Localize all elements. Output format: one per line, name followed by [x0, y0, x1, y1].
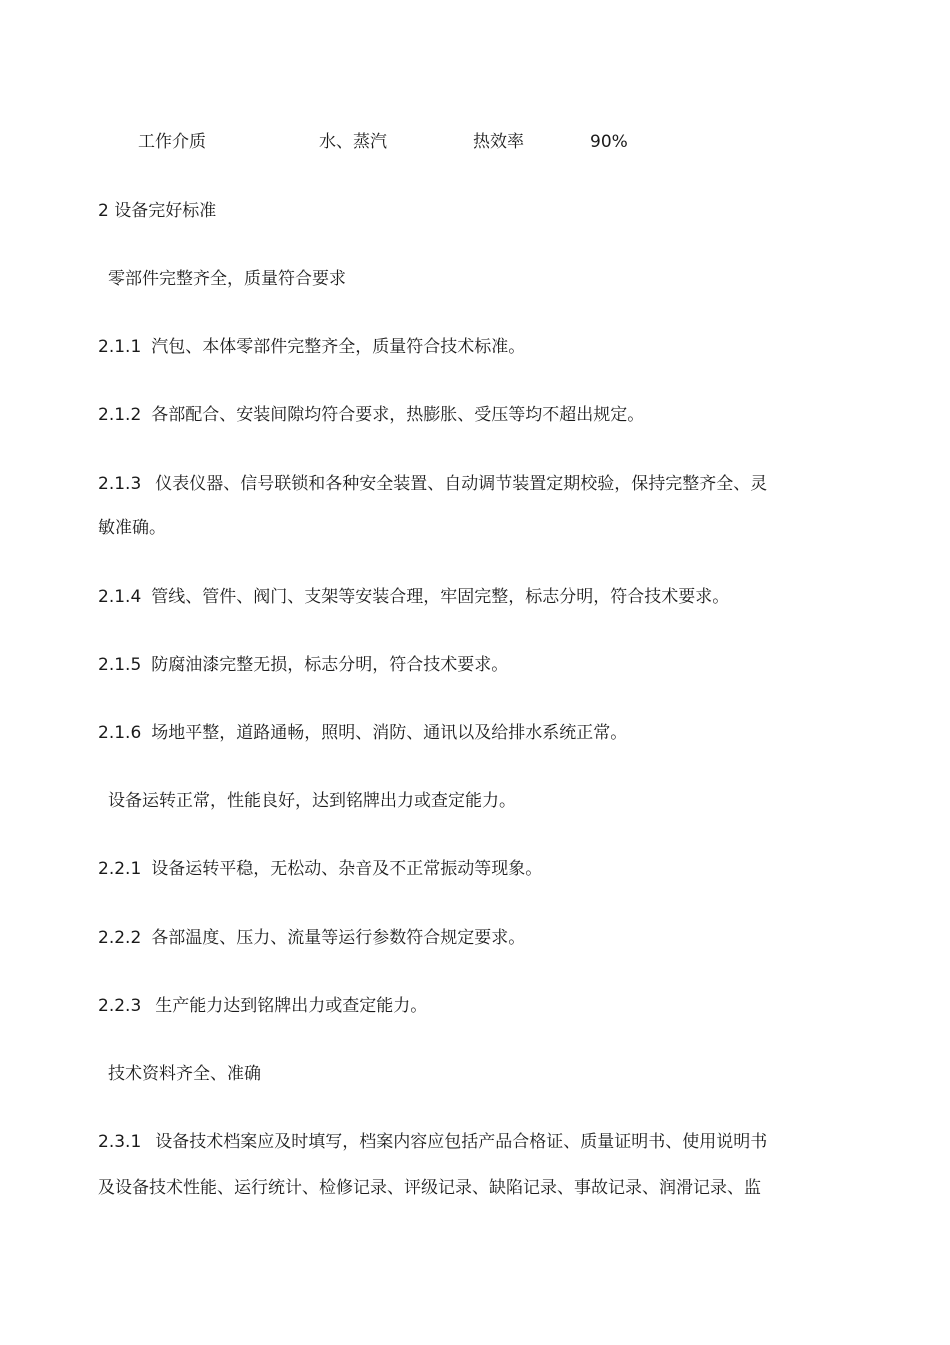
item-text: 设备技术档案应及时填写，档案内容应包括产品合格证、质量证明书、使用说明书 — [155, 1132, 768, 1152]
list-item — [98, 857, 542, 881]
item-number: 2.2.1 — [98, 859, 142, 879]
item-text: 各部温度、压力、流量等运行参数符合规定要求。 — [151, 928, 526, 948]
item-number: 2.1.4 — [98, 587, 142, 607]
list-item — [98, 335, 525, 359]
item-text: 仪表仪器、信号联锁和各种安全装置、自动调节装置定期校验，保持完整齐全、灵 — [155, 474, 768, 494]
list-item-continuation: 及设备技术性能、运行统计、检修记录、评级记录、缺陷记录、事故记录、润滑记录、监 — [98, 1178, 761, 1198]
item-number: 2.2.2 — [98, 928, 142, 948]
list-item — [98, 721, 627, 745]
item-text: 设备运转平稳，无松动、杂音及不正常振动等现象。 — [151, 859, 543, 879]
spec-label-medium: 工作介质 — [138, 132, 206, 152]
subsection-title-components: 零部件完整齐全，质量符合要求 — [108, 269, 346, 289]
item-number: 2.3.1 — [98, 1132, 142, 1152]
list-item — [98, 585, 729, 609]
item-text: 场地平整，道路通畅，照明、消防、通讯以及给排水系统正常。 — [151, 723, 628, 743]
list-item — [98, 653, 508, 677]
spec-label-efficiency: 热效率 — [473, 132, 524, 152]
list-item — [98, 994, 427, 1018]
subsection-title-documents: 技术资料齐全、准确 — [108, 1064, 261, 1084]
item-number: 2.1.3 — [98, 474, 142, 494]
list-item — [98, 403, 644, 427]
item-number: 2.1.6 — [98, 723, 142, 743]
list-item — [98, 926, 525, 950]
item-number: 2.1.2 — [98, 405, 142, 425]
list-item-continuation: 敏准确。 — [98, 518, 166, 538]
spec-value-efficiency: 90% — [590, 132, 628, 152]
item-text: 防腐油漆完整无损，标志分明，符合技术要求。 — [151, 655, 509, 675]
item-text: 管线、管件、阀门、支架等安装合理，牢固完整，标志分明，符合技术要求。 — [151, 587, 730, 607]
section-title: 2 设备完好标准 — [98, 201, 217, 221]
item-number: 2.1.5 — [98, 655, 142, 675]
item-text: 汽包、本体零部件完整齐全，质量符合技术标准。 — [151, 337, 526, 357]
spec-value-medium: 水、蒸汽 — [319, 132, 387, 152]
item-number: 2.2.3 — [98, 996, 142, 1016]
item-text: 各部配合、安装间隙均符合要求，热膨胀、受压等均不超出规定。 — [151, 405, 645, 425]
list-item — [98, 472, 767, 496]
item-text: 生产能力达到铭牌出力或查定能力。 — [155, 996, 428, 1016]
item-number: 2.1.1 — [98, 337, 142, 357]
subsection-title-operation: 设备运转正常，性能良好，达到铭牌出力或查定能力。 — [108, 791, 516, 811]
list-item — [98, 1130, 767, 1154]
